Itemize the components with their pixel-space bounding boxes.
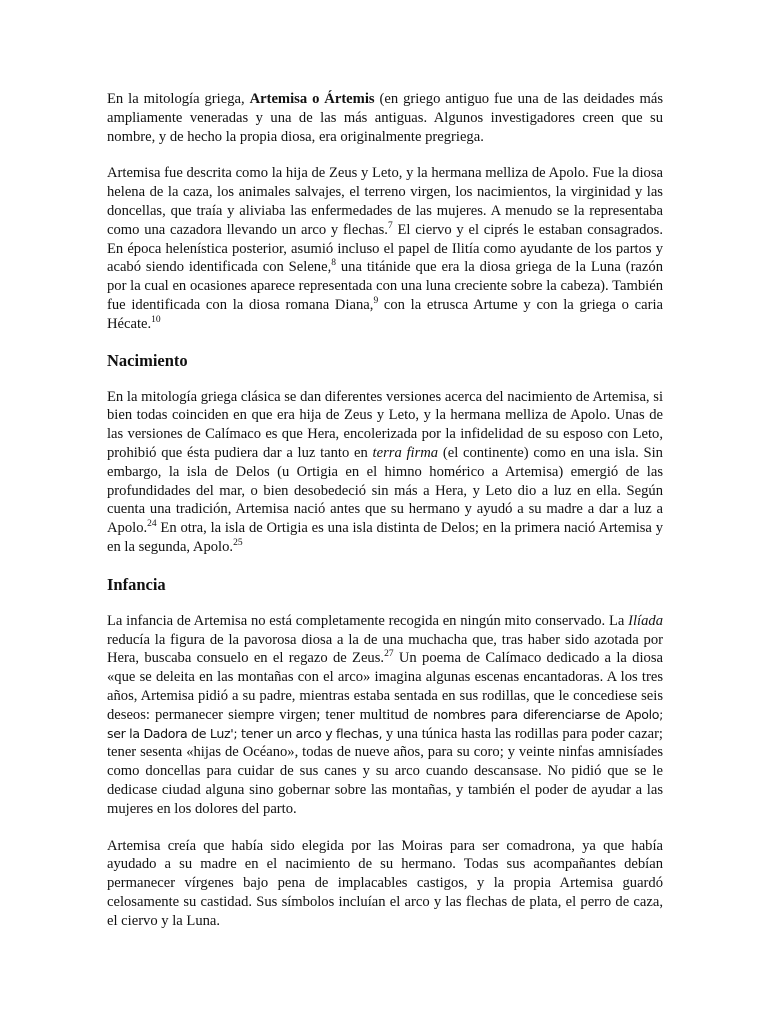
birth-paragraph bbox=[107, 388, 663, 557]
birth-text-cont: (el continente) como en una isla. Sin embargo, la isla de Delos (u Ortigia en el himno homérico a Artemisa) emergió de las profundidades del mar, o bien desobedeció sin más a Hera, y Leto dio a luz en ella. Según cuenta una tradición, Artemisa nació antes que su hermano y ayudó a su madre a dar a luz a Apolo. bbox=[107, 444, 663, 537]
description-text-cont: una titánide que era la diosa griega de la Luna (razón por la cual en ocasiones aparece representada con una luna creciente sobre la cabeza). También fue identificada con la diosa romana Diana, bbox=[107, 259, 663, 313]
childhood-text-cont: Un poema de Calímaco dedicado a la diosa «que se deleita en las montañas con el arco» imagina algunas escenas encantadoras. A los tres años, Artemisa pidió a su padre, mientras estaba sentada en sus rodillas, que le concediese seis deseos: permanecer siempre virgen; tener multitud de bbox=[107, 650, 663, 723]
footnote-ref[interactable]: 24 bbox=[147, 519, 157, 530]
description-text-cont: con la etrusca Artume y con la griega o caria Hécate. bbox=[107, 296, 663, 332]
description-text: Artemisa fue descrita como la hija de Zeus y Leto, y la hermana melliza de Apolo. Fue la diosa helena de la caza, los animales salvajes, el terreno virgen, los nacimientos, la virginidad y las doncellas, que traía y aliviaba las enfermedades de las mujeres. A menudo se la representaba como una cazadora llevando un arco y flechas. bbox=[107, 165, 663, 238]
description-paragraph bbox=[107, 164, 663, 333]
section-heading-nacimiento: Nacimiento bbox=[107, 350, 188, 370]
intro-text: En la mitología griega, bbox=[107, 91, 250, 107]
footnote-ref[interactable]: 8 bbox=[331, 258, 336, 269]
footnote-ref[interactable]: 7 bbox=[387, 220, 393, 231]
childhood-text: La infancia de Artemisa no está completamente recogida en ningún mito conservado. La bbox=[107, 612, 629, 629]
intro-text-cont: (en griego antiguo fue una de las deidades más ampliamente veneradas y una de las más antiguas. Algunos investigadores creen que su nombre, y de hecho la propia diosa, era originalmente pregriega. bbox=[107, 91, 663, 145]
terra-firma-italic: terra firma bbox=[372, 444, 439, 461]
section-heading-infancia: Infancia bbox=[107, 574, 166, 594]
footnote-ref[interactable]: 27 bbox=[384, 649, 394, 660]
childhood-paragraph bbox=[107, 612, 663, 819]
footnote-ref[interactable]: 9 bbox=[373, 296, 379, 307]
childhood-text-cont: reducía la figura de la pavorosa diosa a la de una muchacha que, tras haber sido azotada por Hera, buscaba consuelo en el regazo de Zeus. bbox=[107, 631, 663, 667]
footnote-ref[interactable]: 10 bbox=[151, 314, 161, 325]
footnote-ref[interactable]: 25 bbox=[233, 538, 243, 549]
document-page bbox=[107, 90, 663, 930]
birth-text: En la mitología griega clásica se dan diferentes versiones acerca del nacimiento de Artemisa, si bien todas coinciden en que era hija de Zeus y Leto, y la hermana melliza de Apolo. Unas de las versiones de Calímaco es que Hera, encolerizada por la infidelidad de su esposo con Leto, prohibió que ésta pudiera dar a luz tanto en bbox=[107, 388, 663, 461]
midwife-paragraph: Artemisa creía que había sido elegida por las Moiras para ser comadrona, ya que había ayudado a su madre en el nacimiento de su hermano. Todas sus acompañantes debían permanecer vírgenes bajo pena de implacables castigos, y la propia Artemisa guardó celosamente su castidad. Sus símbolos incluían el arco y las flechas de plata, el perro de caza, el ciervo y la Luna. bbox=[107, 837, 663, 929]
birth-text-cont: En otra, la isla de Ortigia es una isla distinta de Delos; en la primera nació Artemisa y en la segunda, Apolo. bbox=[107, 520, 663, 555]
iliada-italic: Ilíada bbox=[628, 612, 663, 629]
description-text-cont: El ciervo y el ciprés le estaban consagrados. En época helenística posterior, asumió incluso el papel de Ilitía como ayudante de los partos y acabó siendo identificada con Selene, bbox=[107, 221, 663, 276]
childhood-text-sans: nombres para diferenciarse de Apolo; ser la Dadora de Luz'; tener un arco y flechas, bbox=[107, 706, 663, 741]
intro-paragraph bbox=[107, 90, 663, 146]
artemisa-name-bold: Artemisa o Ártemis bbox=[249, 91, 375, 107]
childhood-text-cont: y una túnica hasta las rodillas para poder cazar; tener sesenta «hijas de Océano», todas de nueve años, para su coro; y veinte ninfas amnisíades como doncellas para cuidar de sus canes y su arco cuando descansase. No pidió que se le dedicase ciudad alguna sino gobernar sobre las montañas, y también el poder de ayudar a las mujeres en los dolores del parto. bbox=[107, 725, 663, 817]
